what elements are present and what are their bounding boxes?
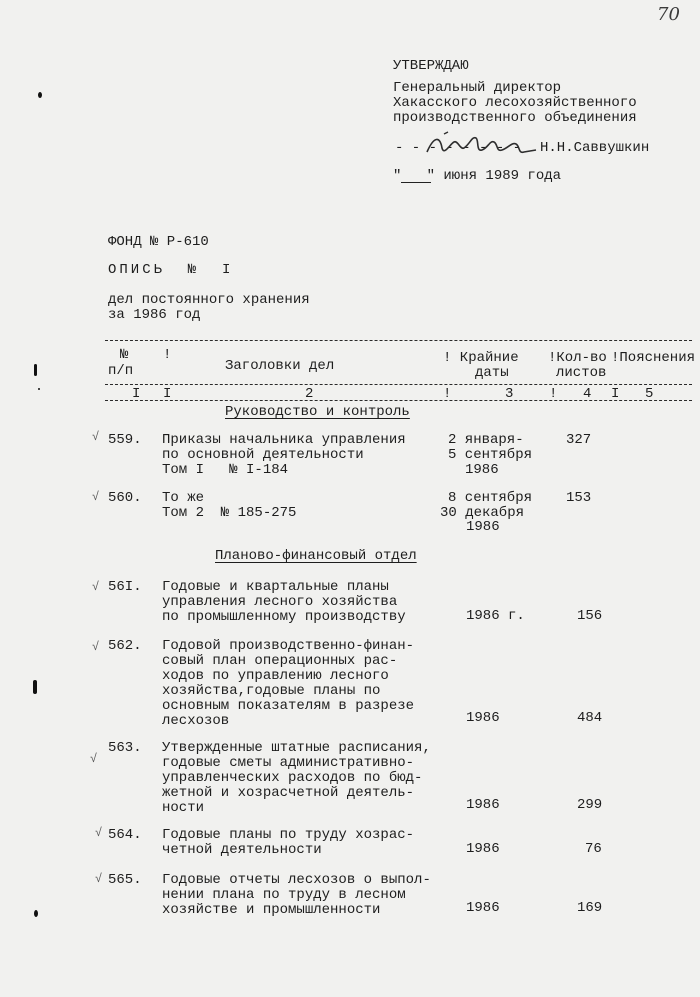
row-number: 564.: [108, 827, 142, 843]
approver-name: Н.Н.Саввушкин: [540, 140, 650, 156]
col-dates-header-2: даты: [475, 365, 509, 381]
approval-line-3: производственного объединения: [393, 110, 637, 126]
signature: [424, 128, 542, 160]
check-mark: √: [92, 580, 100, 594]
row-title: ности: [162, 800, 205, 816]
check-mark: √: [90, 752, 98, 766]
row-sheets: 169: [577, 900, 603, 916]
col-notes-index: 5: [645, 386, 654, 402]
col-separator: !: [163, 347, 172, 363]
fund-number: ФОНД № Р-610: [108, 234, 209, 250]
row-dates: 1986 г.: [466, 608, 525, 624]
row-title: управленческих расходов по бюд-: [162, 770, 423, 786]
col-dates-index: 3: [505, 386, 514, 402]
col-separator: I: [611, 386, 620, 402]
row-title: хозяйства,годовые планы по: [162, 683, 381, 699]
row-title: То же: [162, 490, 205, 506]
row-title: хозяйстве и промышленности: [162, 902, 381, 918]
row-title: четной деятельности: [162, 842, 322, 858]
row-number: 565.: [108, 872, 142, 888]
row-sheets: 156: [577, 608, 603, 624]
row-title: Годовые отчеты лесхозов о выпол-: [162, 872, 431, 888]
row-sheets: 327: [566, 432, 592, 448]
row-dates: 1986: [466, 710, 500, 726]
page-number-handwritten: 70: [657, 4, 680, 25]
scan-speck: [38, 388, 40, 390]
col-sheets-header-1: !Кол-во: [548, 350, 607, 366]
row-number: 559.: [108, 432, 142, 448]
row-title: Утвержденные штатные расписания,: [162, 740, 431, 756]
approval-line-1: Генеральный директор: [393, 80, 562, 96]
scan-speck: [34, 364, 37, 376]
row-sheets: 484: [577, 710, 603, 726]
check-mark: √: [92, 490, 100, 504]
row-title: годовые сметы административно-: [162, 755, 415, 771]
row-number: 563.: [108, 740, 142, 756]
col-num-symbol: №: [120, 347, 129, 363]
table-rule-bottom: [105, 400, 692, 401]
section-heading: Планово-финансовый отдел: [215, 548, 417, 564]
row-dates: 8 сентября: [448, 490, 533, 506]
scan-speck: [33, 680, 37, 694]
row-title: Том I № I-184: [162, 462, 289, 478]
col-num-label: п/п: [108, 363, 134, 379]
col-notes-header: !Пояснения: [611, 350, 696, 366]
row-title: лесхозов: [162, 713, 230, 729]
table-rule-mid: [105, 384, 692, 385]
col-separator: !: [549, 386, 558, 402]
row-title: жетной и хозрасчетной деятель-: [162, 785, 415, 801]
row-title: основным показателям в разрезе: [162, 698, 415, 714]
col-title-index: 2: [305, 386, 314, 402]
row-title: ходов по управлению лесного: [162, 668, 389, 684]
row-number: 562.: [108, 638, 142, 654]
col-dates-header-1: ! Крайние: [443, 350, 519, 366]
row-number: 56I.: [108, 579, 142, 595]
col-sheets-index: 4: [583, 386, 592, 402]
check-mark: √: [95, 872, 103, 886]
row-title: управления лесного хозяйства: [162, 594, 398, 610]
row-title: нении плана по труду в лесном: [162, 887, 406, 903]
approval-heading: УТВЕРЖДАЮ: [393, 58, 469, 74]
inventory-number: ОПИСЬ № I: [108, 262, 234, 278]
row-title: совый план операционных рас-: [162, 653, 398, 669]
row-sheets: 153: [566, 490, 592, 506]
check-mark: √: [95, 826, 103, 840]
scan-speck: [38, 92, 42, 98]
row-title: Том 2 № 185-275: [162, 505, 297, 521]
row-sheets: 299: [577, 797, 603, 813]
row-dates: 5 сентября: [448, 447, 533, 463]
row-title: Приказы начальника управления: [162, 432, 406, 448]
col-separator: !: [443, 386, 452, 402]
approval-date: " " июня 1989 года: [393, 168, 562, 184]
row-title: по промышленному производству: [162, 609, 406, 625]
signature-line-dashes: - - - - - - - -: [395, 140, 522, 156]
row-dates: 1986: [465, 462, 499, 478]
col-separator: I: [163, 386, 172, 402]
inventory-subtitle-2: за 1986 год: [108, 307, 201, 323]
row-sheets: 76: [585, 841, 602, 857]
row-title: по основной деятельности: [162, 447, 364, 463]
col-num-index: I: [132, 386, 141, 402]
row-number: 560.: [108, 490, 142, 506]
row-dates: 1986: [466, 797, 500, 813]
row-dates: 30 декабря: [440, 505, 525, 521]
row-title: Годовой производственно-финан-: [162, 638, 415, 654]
approval-line-2: Хакасского лесохозяйственного: [393, 95, 637, 111]
inventory-subtitle-1: дел постоянного хранения: [108, 292, 310, 308]
row-dates: 1986: [466, 900, 500, 916]
row-title: Годовые и квартальные планы: [162, 579, 389, 595]
col-title-header: Заголовки дел: [225, 358, 335, 374]
check-mark: √: [92, 430, 100, 444]
date-blank-underline: [401, 182, 431, 183]
check-mark: √: [92, 640, 100, 654]
scan-speck: [34, 910, 38, 917]
row-dates: 1986: [466, 841, 500, 857]
section-heading: Руководство и контроль: [225, 404, 410, 420]
row-title: Годовые планы по труду хозрас-: [162, 827, 415, 843]
row-dates: 1986: [466, 519, 500, 535]
col-sheets-header-2: листов: [556, 365, 607, 381]
table-rule-top: [105, 340, 692, 341]
row-dates: 2 января-: [448, 432, 524, 448]
